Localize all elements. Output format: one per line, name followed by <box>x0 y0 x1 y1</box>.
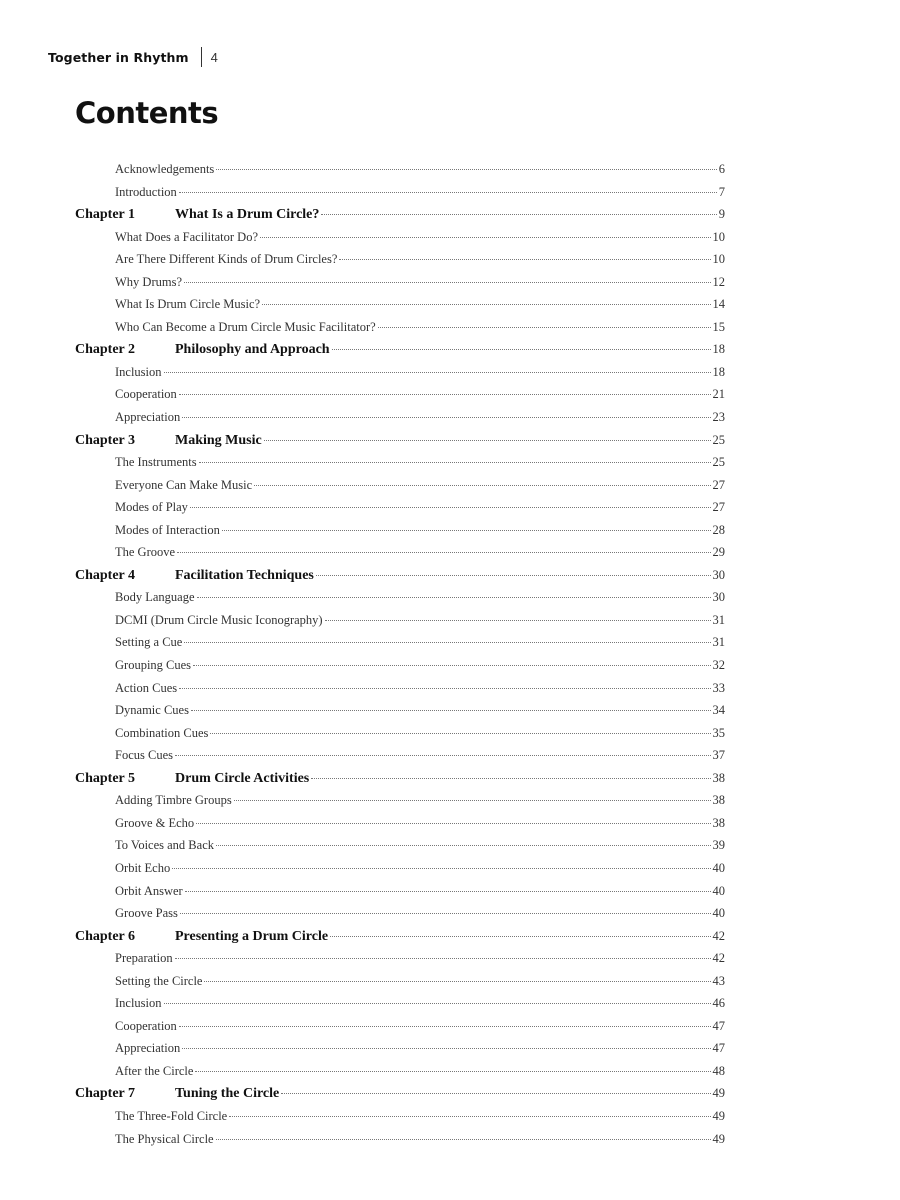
toc-section-entry <box>75 275 725 298</box>
toc-section-entry <box>75 861 725 884</box>
toc-chapter-entry <box>75 207 725 230</box>
chapter-label: Chapter 2 <box>75 342 136 358</box>
toc-section-entry <box>75 974 725 997</box>
toc-section-entry <box>75 230 725 253</box>
toc-page-number: 25 <box>712 432 725 447</box>
chapter-label: Chapter 4 <box>75 567 136 583</box>
toc-page-number: 10 <box>712 229 725 244</box>
dot-leader <box>216 845 711 846</box>
chapter-label: Chapter 5 <box>75 770 136 786</box>
section-title: Action Cues <box>115 680 178 695</box>
chapter-title: What Is a Drum Circle? <box>175 207 320 223</box>
toc-section-entry <box>75 884 725 907</box>
toc-page-number: 40 <box>712 860 725 875</box>
toc-page-number: 15 <box>712 319 725 334</box>
chapter-title: Presenting a Drum Circle <box>175 928 329 944</box>
toc-page-number: 49 <box>712 1086 725 1101</box>
chapter-title: Drum Circle Activities <box>175 770 310 786</box>
toc-section-entry <box>75 1132 725 1155</box>
toc-page-number: 10 <box>712 252 725 267</box>
section-title: Cooperation <box>115 387 177 402</box>
dot-leader <box>195 1071 710 1072</box>
dot-leader <box>182 1048 710 1049</box>
dot-leader <box>264 440 711 441</box>
toc-section-entry <box>75 478 725 501</box>
toc-section-entry <box>75 1041 725 1064</box>
toc-page-number: 38 <box>712 815 725 830</box>
chapter-label: Chapter 7 <box>75 1086 136 1102</box>
book-title: Together in Rhythm <box>48 49 189 65</box>
dot-leader <box>182 417 710 418</box>
section-title: Modes of Play <box>115 500 188 515</box>
section-title: DCMI (Drum Circle Music Iconography) <box>115 612 323 627</box>
toc-chapter-entry <box>75 929 725 952</box>
toc-page-number: 43 <box>712 973 725 988</box>
toc-section-entry <box>75 387 725 410</box>
dot-leader <box>311 778 710 779</box>
dot-leader <box>164 1003 711 1004</box>
toc-section-entry <box>75 681 725 704</box>
toc-page-number: 49 <box>712 1108 725 1123</box>
section-title: Grouping Cues <box>115 658 192 673</box>
section-title: The Instruments <box>115 455 197 470</box>
toc-page-number: 40 <box>712 883 725 898</box>
toc-section-entry <box>75 365 725 388</box>
section-title: Orbit Answer <box>115 883 183 898</box>
toc-section-entry <box>75 996 725 1019</box>
toc-section-entry <box>75 252 725 275</box>
toc-page-number: 6 <box>718 162 725 176</box>
dot-leader <box>184 282 711 283</box>
toc-section-entry <box>75 816 725 839</box>
dot-leader <box>179 192 717 193</box>
section-title: Orbit Echo <box>115 860 171 875</box>
dot-leader <box>254 485 710 486</box>
table-of-contents <box>75 162 725 1154</box>
toc-section-entry <box>75 658 725 681</box>
dot-leader <box>339 259 710 260</box>
toc-section-entry <box>75 1109 725 1132</box>
dot-leader <box>199 462 711 463</box>
section-title: Combination Cues <box>115 725 209 740</box>
toc-page-number: 28 <box>712 522 725 537</box>
toc-page-number: 33 <box>712 680 725 695</box>
toc-page-number: 39 <box>712 838 725 853</box>
dot-leader <box>177 552 710 553</box>
toc-page-number: 37 <box>712 748 725 763</box>
toc-page-number: 32 <box>712 658 725 673</box>
toc-page-number: 42 <box>712 951 725 966</box>
toc-section-entry <box>75 703 725 726</box>
toc-chapter-entry <box>75 433 725 456</box>
dot-leader <box>197 597 711 598</box>
section-title: Cooperation <box>115 1018 177 1033</box>
dot-leader <box>193 665 710 666</box>
section-title: The Physical Circle <box>115 1131 214 1146</box>
toc-section-entry <box>75 951 725 974</box>
toc-page-number: 27 <box>712 500 725 515</box>
dot-leader <box>332 349 711 350</box>
toc-page-number: 49 <box>712 1131 725 1146</box>
toc-page-number: 30 <box>712 590 725 605</box>
toc-section-entry <box>75 500 725 523</box>
dot-leader <box>216 169 716 170</box>
dot-leader <box>185 891 711 892</box>
toc-section-entry <box>75 726 725 749</box>
toc-page-number: 35 <box>712 725 725 740</box>
running-head <box>48 46 218 68</box>
section-title: Why Drums? <box>115 274 182 289</box>
chapter-title: Facilitation Techniques <box>175 567 314 583</box>
section-title: To Voices and Back <box>115 838 214 853</box>
toc-page-number: 27 <box>712 477 725 492</box>
chapter-label: Chapter 3 <box>75 432 136 448</box>
section-title: Adding Timbre Groups <box>115 793 232 808</box>
section-title: Appreciation <box>115 1041 181 1056</box>
dot-leader <box>325 620 711 621</box>
toc-page-number: 18 <box>712 342 725 357</box>
dot-leader <box>175 755 711 756</box>
dot-leader <box>191 710 711 711</box>
chapter-title: Philosophy and Approach <box>175 342 330 358</box>
dot-leader <box>180 913 711 914</box>
dot-leader <box>260 237 710 238</box>
toc-section-entry <box>75 613 725 636</box>
section-title: Acknowledgements <box>115 162 215 176</box>
chapter-label: Chapter 1 <box>75 207 136 223</box>
toc-page-number: 40 <box>712 906 725 921</box>
dot-leader <box>316 575 711 576</box>
section-title: Groove Pass <box>115 906 178 921</box>
dot-leader <box>190 507 711 508</box>
section-title: Setting a Cue <box>115 635 183 650</box>
toc-section-entry <box>75 162 725 185</box>
section-title: What Is Drum Circle Music? <box>115 297 261 312</box>
dot-leader <box>229 1116 710 1117</box>
toc-page-number: 7 <box>718 184 725 199</box>
toc-section-entry <box>75 185 725 208</box>
toc-section-entry <box>75 793 725 816</box>
chapter-title: Tuning the Circle <box>175 1086 280 1102</box>
toc-section-entry <box>75 320 725 343</box>
toc-page-number: 21 <box>712 387 725 402</box>
dot-leader <box>222 530 711 531</box>
toc-section-entry <box>75 1064 725 1087</box>
toc-section-entry <box>75 748 725 771</box>
toc-page-number: 25 <box>712 455 725 470</box>
dot-leader <box>281 1093 710 1094</box>
toc-page-number: 48 <box>712 1063 725 1078</box>
toc-page-number: 30 <box>712 567 725 582</box>
dot-leader <box>204 981 710 982</box>
dot-leader <box>378 327 711 328</box>
toc-page-number: 29 <box>712 545 725 560</box>
toc-page-number: 31 <box>712 612 725 627</box>
toc-page-number: 31 <box>712 635 725 650</box>
section-title: After the Circle <box>115 1063 194 1078</box>
toc-section-entry <box>75 410 725 433</box>
toc-section-entry <box>75 838 725 861</box>
toc-page-number: 42 <box>712 928 725 943</box>
dot-leader <box>164 372 711 373</box>
section-title: Modes of Interaction <box>115 522 220 537</box>
section-title: Body Language <box>115 590 195 605</box>
toc-page-number: 47 <box>712 1041 725 1056</box>
toc-chapter-entry <box>75 1086 725 1109</box>
section-title: Are There Different Kinds of Drum Circles? <box>115 252 338 267</box>
dot-leader <box>196 823 710 824</box>
section-title: Inclusion <box>115 364 162 379</box>
dot-leader <box>172 868 710 869</box>
toc-chapter-entry <box>75 568 725 591</box>
section-title: Setting the Circle <box>115 973 203 988</box>
toc-chapter-entry <box>75 771 725 794</box>
dot-leader <box>179 1026 711 1027</box>
page-title: Contents <box>75 96 219 130</box>
toc-section-entry <box>75 545 725 568</box>
dot-leader <box>175 958 711 959</box>
section-title: Everyone Can Make Music <box>115 477 253 492</box>
dot-leader <box>184 642 710 643</box>
toc-page-number: 47 <box>712 1018 725 1033</box>
section-title: Who Can Become a Drum Circle Music Facilitator? <box>115 319 376 334</box>
toc-page-number: 14 <box>712 297 725 312</box>
header-divider <box>201 47 202 67</box>
section-title: What Does a Facilitator Do? <box>115 229 259 244</box>
toc-section-entry <box>75 635 725 658</box>
toc-page-number: 46 <box>712 996 725 1011</box>
page-number: 4 <box>210 49 218 65</box>
chapter-label: Chapter 6 <box>75 928 136 944</box>
dot-leader <box>262 304 710 305</box>
toc-page-number: 34 <box>712 703 725 718</box>
toc-section-entry <box>75 523 725 546</box>
dot-leader <box>321 214 716 215</box>
toc-page-number: 38 <box>712 793 725 808</box>
toc-section-entry <box>75 1019 725 1042</box>
toc-section-entry <box>75 455 725 478</box>
section-title: The Three-Fold Circle <box>115 1108 228 1123</box>
section-title: Introduction <box>115 184 177 199</box>
dot-leader <box>234 800 711 801</box>
toc-chapter-entry <box>75 342 725 365</box>
dot-leader <box>330 936 710 937</box>
dot-leader <box>179 394 711 395</box>
toc-page-number: 9 <box>718 207 725 222</box>
toc-section-entry <box>75 906 725 929</box>
section-title: Inclusion <box>115 996 162 1011</box>
dot-leader <box>179 688 710 689</box>
section-title: Preparation <box>115 951 173 966</box>
section-title: Focus Cues <box>115 748 173 763</box>
dot-leader <box>210 733 710 734</box>
section-title: Appreciation <box>115 410 181 425</box>
toc-section-entry <box>75 297 725 320</box>
toc-section-entry <box>75 590 725 613</box>
toc-page-number: 12 <box>712 274 725 289</box>
toc-page-number: 18 <box>712 364 725 379</box>
dot-leader <box>216 1139 711 1140</box>
section-title: The Groove <box>115 545 176 560</box>
toc-page-number: 23 <box>712 410 725 425</box>
section-title: Dynamic Cues <box>115 703 189 718</box>
section-title: Groove & Echo <box>115 815 195 830</box>
chapter-title: Making Music <box>175 432 262 448</box>
toc-page-number: 38 <box>712 770 725 785</box>
